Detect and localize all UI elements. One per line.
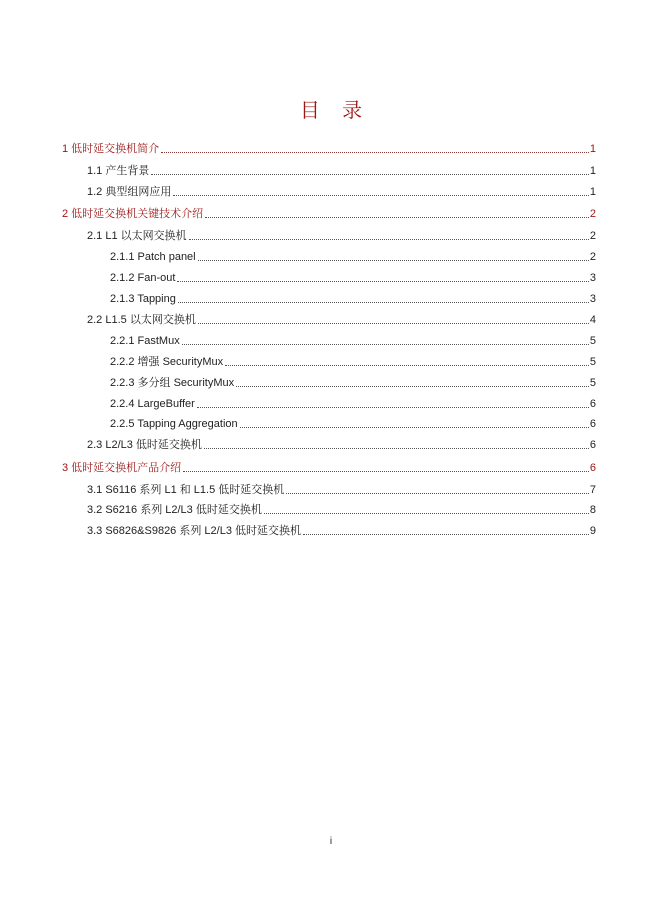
toc-entry[interactable] [110,290,596,306]
toc-dot-leader [240,427,589,428]
toc-entry-label: 2.2.1 FastMux [110,335,180,347]
toc-entry-page: 1 [589,165,596,177]
toc-entry[interactable] [110,415,596,431]
toc-entry[interactable] [110,248,596,264]
toc-entry-page: 2 [589,251,596,263]
toc-dot-leader [286,493,589,494]
toc-entry[interactable] [62,459,596,475]
toc-entry-page: 4 [589,314,596,326]
toc-entry-page: 6 [589,418,596,430]
toc-entry-page: 7 [589,484,596,496]
toc-entry[interactable] [62,140,596,156]
toc-entry-page: 6 [589,398,596,410]
toc-entry-label: 1 低时延交换机简介 [62,143,160,155]
page-title: 目 录 [299,98,371,122]
page-number: i [329,836,333,847]
toc-entry-label: 2 低时延交换机关键技术介绍 [62,208,204,220]
toc-entry-page: 6 [589,439,596,451]
toc-entry-label: 2.3 L2/L3 低时延交换机 [87,439,202,451]
toc-dot-leader [303,534,589,535]
toc-dot-leader [161,152,589,153]
toc-entry-label: 2.1.2 Fan-out [110,272,176,284]
toc-entry-page: 8 [589,504,596,516]
toc-entry-label: 2.2.5 Tapping Aggregation [110,418,238,430]
toc-entry-label: 3.1 S6116 系列 L1 和 L1.5 低时延交换机 [87,484,285,496]
toc-entry-label: 2.1 L1 以太网交换机 [87,230,187,242]
toc-dot-leader [189,239,589,240]
toc-entry[interactable] [110,332,596,348]
toc-dot-leader [197,407,589,408]
toc-dot-leader [183,471,589,472]
toc-entry-page: 9 [589,525,596,537]
toc-entry-page: 6 [589,462,596,474]
toc-entry[interactable] [110,395,596,411]
toc-entry[interactable] [87,436,596,452]
toc-dot-leader [177,281,588,282]
toc-dot-leader [151,174,589,175]
toc-entry[interactable] [87,227,596,243]
toc-entry-page: 5 [589,356,596,368]
toc-entry-page: 2 [589,230,596,242]
toc-entry[interactable] [87,522,596,538]
toc-dot-leader [204,448,589,449]
toc-entry[interactable] [87,311,596,327]
toc-entry[interactable] [110,374,596,390]
toc-entry-page: 1 [589,186,596,198]
toc-entry-label: 3.2 S6216 系列 L2/L3 低时延交换机 [87,504,262,516]
toc-entry-label: 2.2.3 多分组 SecurityMux [110,377,235,389]
toc-entry-label: 2.1.1 Patch panel [110,251,196,263]
toc-entry[interactable] [87,162,596,178]
toc-entry[interactable] [110,353,596,369]
toc-entry[interactable] [87,183,596,199]
toc-entry[interactable] [87,501,596,517]
toc-entry-page: 5 [589,335,596,347]
toc-dot-leader [205,217,589,218]
toc-entry-label: 2.2.2 增强 SecurityMux [110,356,224,368]
toc-entry-page: 3 [589,293,596,305]
toc-dot-leader [236,386,589,387]
toc-entry-label: 2.2 L1.5 以太网交换机 [87,314,196,326]
toc-entry-label: 1.1 产生背景 [87,165,150,177]
toc-entry[interactable] [110,269,596,285]
toc-entry-page: 2 [589,208,596,220]
toc-dot-leader [198,323,589,324]
toc-dot-leader [198,260,589,261]
toc-entry-page: 3 [589,272,596,284]
toc-dot-leader [182,344,589,345]
toc-dot-leader [178,302,589,303]
toc-entry-label: 1.2 典型组网应用 [87,186,172,198]
toc-entry-label: 3.3 S6826&S9826 系列 L2/L3 低时延交换机 [87,525,301,537]
toc-dot-leader [225,365,589,366]
toc-entry-label: 2.2.4 LargeBuffer [110,398,195,410]
toc-entry-label: 3 低时延交换机产品介绍 [62,462,182,474]
toc-entry-label: 2.1.3 Tapping [110,293,176,305]
toc-entry[interactable] [62,205,596,221]
toc-entry[interactable] [87,481,596,497]
toc-dot-leader [264,513,589,514]
toc-entry-page: 1 [589,143,596,155]
toc-dot-leader [173,195,589,196]
toc-entry-page: 5 [589,377,596,389]
